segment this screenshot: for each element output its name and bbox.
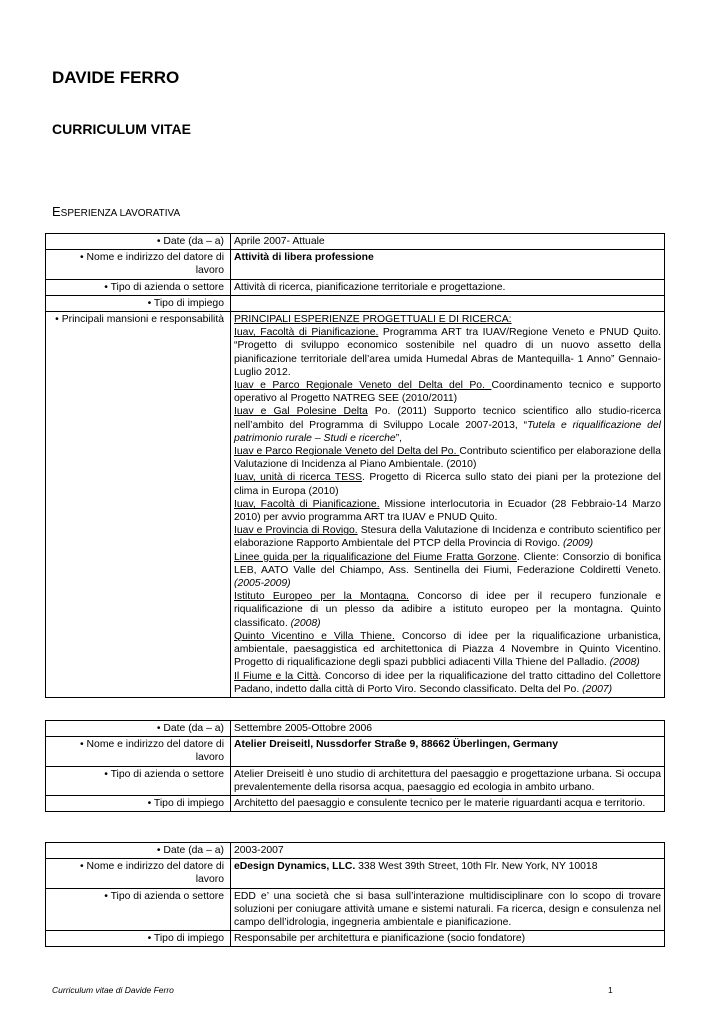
footer-document-name: Curriculum vitae di Davide Ferro bbox=[52, 985, 174, 995]
project-5-text: . Progetto di Ricerca sullo stato dei piani per la protezione del clima in Europa (2010) bbox=[234, 472, 661, 497]
table-row bbox=[46, 312, 665, 698]
project-11-year: (2007) bbox=[582, 683, 613, 695]
job-type-label: • Tipo di impiego bbox=[46, 295, 231, 311]
employer-label: • Nome e indirizzo del datore di lavoro bbox=[46, 737, 231, 766]
employer-label: • Nome e indirizzo del datore di lavoro bbox=[46, 859, 231, 888]
table-row bbox=[46, 250, 665, 279]
table-row bbox=[46, 234, 665, 250]
sector-label: • Tipo di azienda o settore bbox=[46, 279, 231, 295]
project-8-text: . Cliente: Consorzio di bonifica LEB, AATO Valle del Chiampo, Ass. Sentinella dei Fiumi, Federazione Coldiretti Veneto. bbox=[234, 551, 661, 576]
employer-value: Atelier Dreiseitl, Nussdorfer Straße 9, 88662 Überlingen, Germany bbox=[231, 737, 665, 766]
date-label: • Date (da – a) bbox=[46, 843, 231, 859]
document-title: CURRICULUM VITAE bbox=[52, 121, 191, 137]
table-row bbox=[46, 721, 665, 737]
project-6-client: Iuav, Facoltà di Pianificazione. bbox=[234, 498, 380, 510]
sector-label: • Tipo di azienda o settore bbox=[46, 766, 231, 795]
project-10-text: Concorso di idee per la riqualificazione urbanistica, ambientale, paesaggistica ed architettonica di Piazza 4 Novembre in Quinto Vicentino. Progetto di riqualificazione degli spazi pubblici adiacenti Villa Thiene del Palladio. bbox=[234, 630, 661, 669]
table-row bbox=[46, 931, 665, 947]
date-label: • Date (da – a) bbox=[46, 721, 231, 737]
page-number: 1 bbox=[608, 985, 613, 995]
employer-label: • Nome e indirizzo del datore di lavoro bbox=[46, 250, 231, 279]
employer-value bbox=[231, 859, 665, 888]
job-type-value: Architetto del paesaggio e consulente tecnico per le materie riguardanti acqua e territorio. bbox=[231, 796, 665, 812]
sector-value: Atelier Dreiseitl è uno studio di architettura del paesaggio e progettazione urbana. Si occupa prevalentemente della risorsa acqua, paesaggio ed ecologia in ambito urbano. bbox=[231, 766, 665, 795]
project-5-client: Iuav, unità di ricerca TESS bbox=[234, 472, 363, 484]
employer-value: Attività di libera professione bbox=[231, 250, 665, 279]
project-9-client: Istituto Europeo per la Montagna. bbox=[234, 591, 410, 603]
project-3-end: ”, bbox=[395, 432, 403, 444]
table-row bbox=[46, 766, 665, 795]
project-7-year: (2009) bbox=[563, 538, 594, 550]
job-type-value: Responsabile per architettura e pianificazione (socio fondatore) bbox=[231, 931, 665, 947]
duties-heading: PRINCIPALI ESPERIENZE PROGETTUALI E DI RICERCA: bbox=[234, 314, 512, 326]
section-heading bbox=[52, 204, 180, 219]
duties-label: • Principali mansioni e responsabilità bbox=[46, 312, 231, 698]
table-row bbox=[46, 279, 665, 295]
project-1-text: Programma ART tra IUAV/Regione Veneto e PNUD Quito. “Progetto di sviluppo economico sostenibile nel quadro di un nuovo assetto della pianificazione territoriale dell’area umida Humedal Abras de Mantequilla- 1 Anno” Gennaio-Luglio 2012. bbox=[234, 327, 662, 378]
date-value: Aprile 2007- Attuale bbox=[231, 234, 665, 250]
job-type-label: • Tipo di impiego bbox=[46, 796, 231, 812]
employer-company: eDesign Dynamics, LLC. bbox=[234, 861, 356, 873]
project-3-text: Po. (2011) Supporto tecnico scientifico allo studio-ricerca nell’ambito del Programma di Sviluppo Locale 2007-2013, “ bbox=[234, 406, 662, 431]
project-10-client: Quinto Vicentino e Villa Thiene. bbox=[234, 630, 395, 642]
project-6-text: Missione interlocutoria in Ecuador (28 Febbraio-14 Marzo 2010) per avvio programma ART tra IUAV e PNUD Quito. bbox=[234, 498, 662, 524]
project-9-text: Concorso di idee per il recupero funzionale e riqualificazione di un plesso da adibire a istituto europeo per la montagna. Quinto classificato. bbox=[234, 591, 662, 629]
project-7-text: Stesura della Valutazione di Incidenza e contributo scientifico per elaborazione Rapporto Ambientale del PTCP della Provincia di Rovigo. bbox=[234, 525, 661, 550]
job-table-1 bbox=[45, 233, 665, 698]
project-3-title: Tutela e riqualificazione del patrimonio rurale – Studi e ricerche bbox=[234, 419, 661, 444]
table-row bbox=[46, 295, 665, 311]
job-type-value bbox=[231, 295, 665, 311]
project-3-client: Iuav e Gal Polesine Delta bbox=[234, 406, 368, 418]
duties-value bbox=[231, 312, 665, 698]
table-row bbox=[46, 859, 665, 888]
project-2-text: Coordinamento tecnico e supporto operativo al Progetto NATREG SEE (2010/2011) bbox=[234, 380, 661, 405]
sector-label: • Tipo di azienda o settore bbox=[46, 888, 231, 931]
project-11-client: Il Fiume e la Città bbox=[234, 670, 319, 682]
table-row bbox=[46, 843, 665, 859]
job-table-3 bbox=[45, 842, 665, 947]
job-table-2 bbox=[45, 720, 665, 812]
date-label: • Date (da – a) bbox=[46, 234, 231, 250]
project-11-text: . Concorso di idee per la riqualificazione del tratto cittadino del Collettore Padano, indetto dalla città di Porto Viro. Secondo classificato. Delta del Po. bbox=[234, 670, 661, 695]
section-heading-rest: SPERIENZA LAVORATIVA bbox=[60, 208, 181, 219]
sector-value: Attività di ricerca, pianificazione territoriale e progettazione. bbox=[231, 279, 665, 295]
date-value: Settembre 2005-Ottobre 2006 bbox=[231, 721, 665, 737]
table-row bbox=[46, 737, 665, 766]
project-2-client: Iuav e Parco Regionale Veneto del Delta del Po. bbox=[234, 380, 492, 392]
candidate-name: DAVIDE FERRO bbox=[52, 68, 180, 87]
table-row bbox=[46, 888, 665, 931]
sector-value: EDD e’ una società che si basa sull’interazione multidisciplinare con lo scopo di trovare soluzioni per coniugare attività umane e sistemi naturali. Fa ricerca, design e consulenza nel campo dell’idrologia, ingegneria ambientale e pianificazione. bbox=[231, 888, 665, 931]
project-10-year: (2008) bbox=[609, 657, 640, 669]
section-heading-initial: E bbox=[52, 204, 61, 219]
table-row bbox=[46, 796, 665, 812]
project-8-client: Linee guida per la riqualificazione del Fiume Fratta Gorzone bbox=[234, 551, 517, 563]
employer-address: 338 West 39th Street, 10th Flr. New York, NY 10018 bbox=[355, 861, 598, 873]
project-8-year: (2005-2009) bbox=[234, 578, 291, 590]
date-value: 2003-2007 bbox=[231, 843, 665, 859]
project-4-text: Contributo scientifico per elaborazione della Valutazione di Incidenza al Piano Ambientale. (2010) bbox=[234, 446, 661, 471]
project-9-year: (2008) bbox=[290, 617, 321, 629]
project-4-client: Iuav e Parco Regionale Veneto del Delta del Po. bbox=[234, 446, 460, 458]
project-1-client: Iuav, Facoltà di Pianificazione. bbox=[234, 327, 379, 339]
job-type-label: • Tipo di impiego bbox=[46, 931, 231, 947]
project-7-client: Iuav e Provincia di Rovigo. bbox=[234, 525, 358, 537]
